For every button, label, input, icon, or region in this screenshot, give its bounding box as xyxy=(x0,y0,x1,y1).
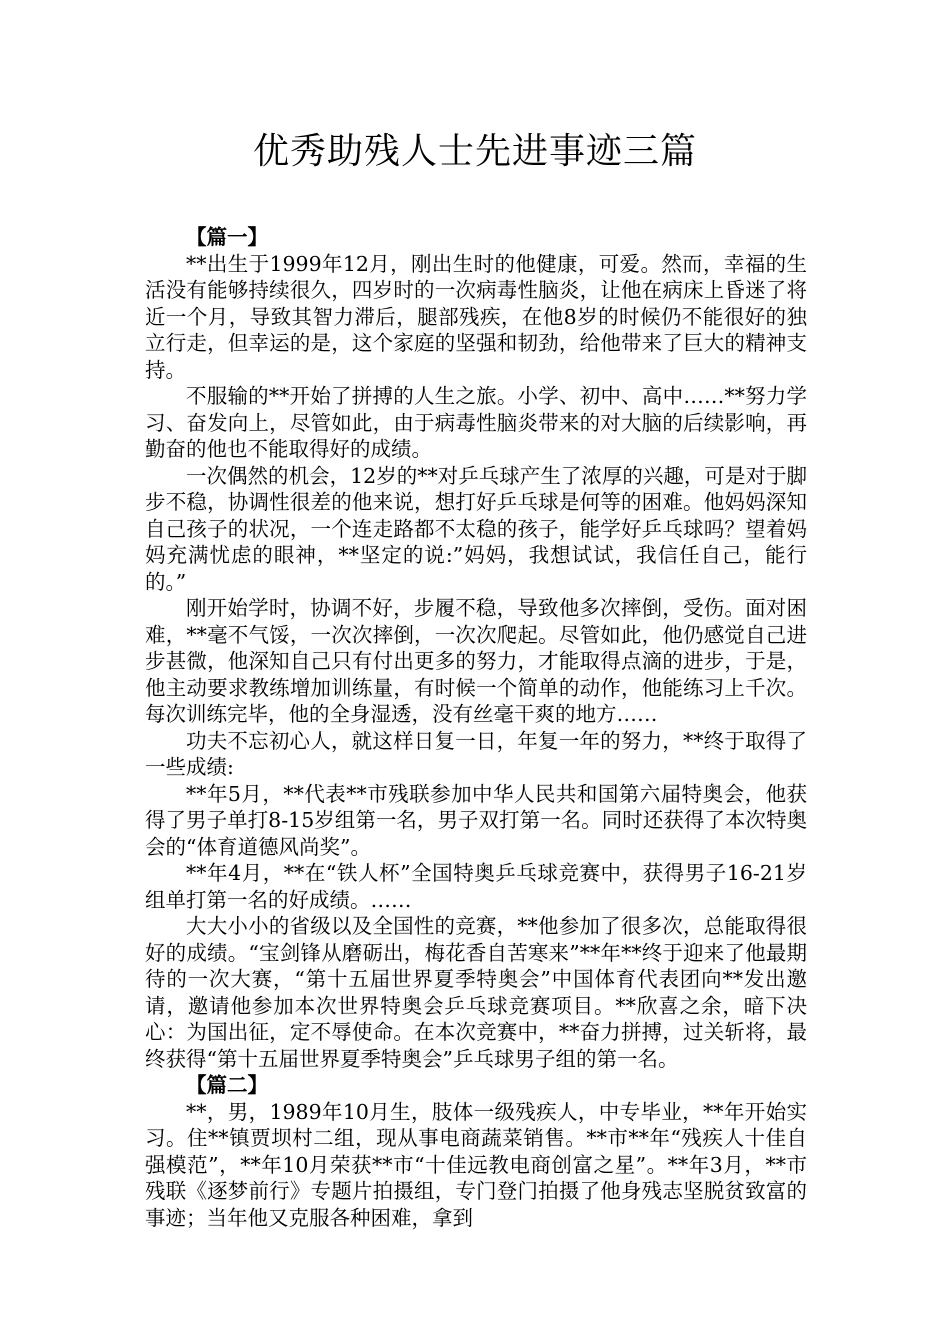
paragraph: 功夫不忘初心人，就这样日复一日，年复一年的努力，**终于取得了一些成绩: xyxy=(145,728,807,779)
paragraph: 大大小小的省级以及全国性的竞赛，**他参加了很多次，总能取得很好的成绩。“宝剑锋从磨砺出，梅花香自苦寒来”**年**终于迎来了他最期待的一次大赛，“第十五届世界夏季特奥会”中国体育代表团向**发出邀请，邀请他参加本次世界特奥会乒乓球竞赛项目。**欣喜之余，暗下决心：为国出征，定不辱使命。在本次竞赛中，**奋力拼搏，过关斩将，最终获得“第十五届世界夏季特奥会”乒乓球男子组的第一名。 xyxy=(145,914,807,1071)
paragraph: **出生于1999年12月，刚出生时的他健康，可爱。然而，幸福的生活没有能够持续很久，四岁时的一次病毒性脑炎，让他在病床上昏迷了将近一个月，导致其智力滞后，腿部残疾，在他8岁的时候仍不能很好的独立行走，但幸运的是，这个家庭的坚强和韧劲，给他带来了巨大的精神支持。 xyxy=(145,251,807,382)
paragraph: 一次偶然的机会，12岁的**对乒乓球产生了浓厚的兴趣，可是对于脚步不稳，协调性很差的他来说，想打好乒乓球是何等的困难。他妈妈深知自己孩子的状况，一个连走路都不太稳的孩子，能学好乒乓球吗？望着妈妈充满忧虑的眼神，**坚定的说:”妈妈，我想试试，我信任自己，能行的。” xyxy=(145,463,807,594)
paragraph: **年4月，**在“铁人杯”全国特奥乒乓球竞赛中，获得男子16-21岁组单打第一名的好成绩。…… xyxy=(145,861,807,912)
document-body xyxy=(145,224,807,1231)
paragraph: **，男，1989年10月生，肢体一级残疾人，中专毕业，**年开始实习。住**镇贾坝村二组，现从事电商蔬菜销售。**市**年“残疾人十佳自强模范”，**年10月荣获**市“十佳远教电商创富之星”。**年3月，**市残联《逐梦前行》专题片拍摄组，专门登门拍摄了他身残志坚脱贫致富的事迹；当年他又克服各种困难，拿到 xyxy=(145,1099,807,1230)
paragraph: 不服输的**开始了拼搏的人生之旅。小学、初中、高中……**努力学习、奋发向上，尽管如此，由于病毒性脑炎带来的对大脑的后续影响，再勤奋的他也不能取得好的成绩。 xyxy=(145,384,807,461)
page-title: 优秀助残人士先进事迹三篇 xyxy=(252,131,697,172)
section-heading-2: 【篇二】 xyxy=(186,1073,268,1097)
paragraph: **年5月，**代表**市残联参加中华人民共和国第六届特奥会，他获得了男子单打8-15岁组第一名，男子双打第一名。同时还获得了本次特奥会的“体育道德风尚奖”。 xyxy=(145,781,807,859)
section-heading-1: 【篇一】 xyxy=(186,225,268,249)
paragraph: 刚开始学时，协调不好，步履不稳，导致他多次摔倒，受伤。面对困难，**毫不气馁，一次次摔倒，一次次爬起。尽管如此，他仍感觉自己进步甚微，他深知自己只有付出更多的努力，才能取得点滴的进步，于是，他主动要求教练增加训练量，有时候一个简单的动作，他能练习上千次。每次训练完毕，他的全身湿透，没有丝毫干爽的地方…… xyxy=(145,596,807,726)
